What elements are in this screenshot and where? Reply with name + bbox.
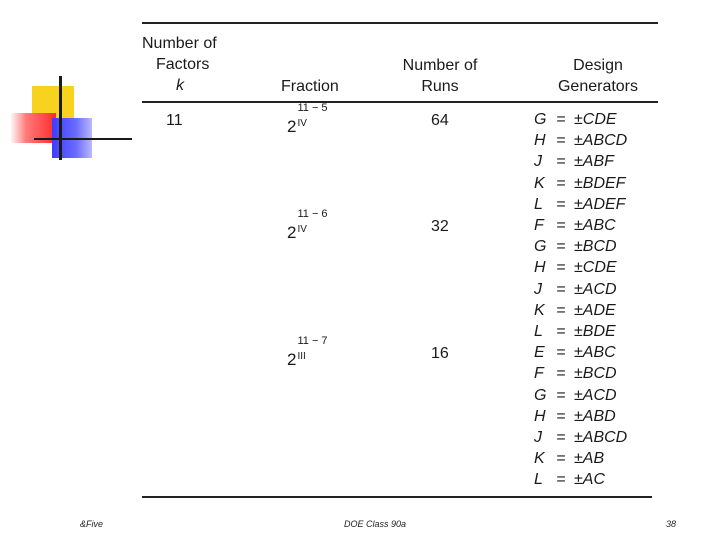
generator-expression: CDE [582,111,617,128]
generator-letter: K [534,301,545,319]
header-runs [394,55,486,97]
header-runs-line1: Number of [402,57,478,74]
generator-letter: J [534,429,542,447]
k-value: 11 [166,112,183,129]
generator-equals: = [556,301,566,319]
fraction-row-1 [287,102,330,137]
runs-row-2: 32 [431,218,449,235]
fraction-resolution: IV [297,118,307,129]
generator-letter: L [534,195,543,213]
generator-plus-minus: ± [574,174,583,192]
generator-plus-minus: ± [574,195,583,213]
generator-equals: = [556,429,566,447]
generator-expression: ABD [582,407,616,425]
footer-center: DOE Class 90a [344,519,407,529]
fraction-resolution: III [297,351,306,362]
generator-equals: = [556,471,566,489]
generator-plus-minus: ± [574,365,583,383]
generator-plus-minus: ± [574,132,583,150]
generator-equals: = [556,259,566,277]
generator-expression: ABF [582,153,614,171]
fraction-base: 2 [287,117,297,136]
fraction-exponent: 11 − 6 [297,208,328,220]
header-generators-line2: Generators [557,78,639,95]
generator-equals: = [556,407,566,425]
generator-row [534,173,627,194]
generator-row [534,469,627,490]
generator-expression: ACD [582,386,617,404]
generators-list [534,109,627,491]
generator-row [534,215,627,236]
generator-row [534,194,627,215]
generator-expression: BDE [582,323,616,341]
decor-horizontal-line [34,138,132,140]
generator-equals: = [556,386,566,404]
generator-row [534,321,627,342]
fraction-resolution: IV [297,224,307,235]
generator-expression: ABC [582,217,616,235]
header-factors-symbol: k [176,77,184,94]
generator-letter: L [534,323,543,341]
generator-expression: ACD [582,280,617,298]
generator-equals: = [556,323,566,341]
generator-row [534,448,627,469]
generator-equals: = [556,174,566,192]
generator-plus-minus: ± [574,301,583,319]
page-number: 38 [666,519,677,529]
generator-equals: = [556,280,566,298]
generator-row [534,130,627,151]
generator-equals: = [556,195,566,213]
generator-plus-minus: ± [574,111,583,128]
fraction-base: 2 [287,223,297,242]
generator-row [534,257,627,278]
runs-row-1: 64 [431,112,449,129]
generator-letter: G [534,238,547,256]
header-factors-line2: Factors [156,56,210,73]
generator-equals: = [556,344,566,362]
generator-row [534,385,627,406]
generator-letter: K [534,174,545,192]
table-bottom-rule [142,496,652,498]
generator-row [534,363,627,384]
generator-expression: ADEF [582,195,626,213]
generator-equals: = [556,365,566,383]
fraction-row-3 [287,335,330,370]
generator-plus-minus: ± [574,153,583,171]
generator-equals: = [556,111,566,128]
header-generators-line1: Design [573,57,623,74]
generator-letter: H [534,132,546,150]
header-factors [142,33,217,96]
generator-plus-minus: ± [574,323,583,341]
generator-expression: AC [582,471,606,489]
generator-letter: J [534,153,542,171]
generator-expression: ABCD [582,429,628,447]
generator-expression: BDEF [582,174,626,192]
runs-row-3: 16 [431,345,449,362]
generator-plus-minus: ± [574,344,583,362]
generator-row [534,279,627,300]
generator-expression: ADE [582,301,616,319]
generator-letter: G [534,111,547,128]
generator-letter: H [534,407,546,425]
fraction-exponent: 11 − 7 [297,335,328,347]
table-header-rule [142,101,658,103]
generator-plus-minus: ± [574,450,583,468]
generator-row [534,427,627,448]
generator-letter: F [534,217,544,235]
generator-equals: = [556,132,566,150]
footer-left: &Five [80,519,104,529]
generator-plus-minus: ± [574,386,583,404]
generator-equals: = [556,217,566,235]
fraction-row-2 [287,208,330,243]
generator-row [534,236,627,257]
generator-expression: AB [582,450,605,468]
generator-row [534,406,627,427]
generator-letter: K [534,450,545,468]
generator-expression: ABCD [582,132,628,150]
generator-plus-minus: ± [574,407,583,425]
generator-letter: F [534,365,544,383]
generator-letter: H [534,259,546,277]
generator-plus-minus: ± [574,217,583,235]
generator-plus-minus: ± [574,238,583,256]
generator-plus-minus: ± [574,280,583,298]
generator-row [534,300,627,321]
generator-expression: ABC [582,344,616,362]
fraction-exponent: 11 − 5 [297,102,328,114]
generator-letter: E [534,344,545,362]
generator-row [534,342,627,363]
generator-row [534,151,627,172]
generator-equals: = [556,450,566,468]
generator-expression: BCD [582,365,617,383]
generator-letter: J [534,280,542,298]
generator-expression: CDE [582,259,617,277]
header-runs-line2: Runs [421,78,459,95]
header-factors-line1: Number of [142,35,217,52]
generator-plus-minus: ± [574,471,583,489]
decor-vertical-line [59,76,62,160]
generator-letter: G [534,386,547,404]
generator-equals: = [556,238,566,256]
generator-equals: = [556,153,566,171]
generator-row [534,109,627,130]
generator-letter: L [534,471,543,489]
fraction-base: 2 [287,350,297,369]
generator-expression: BCD [582,238,617,256]
table-top-rule [142,22,658,24]
header-fraction: Fraction [281,78,339,95]
header-generators [552,55,644,97]
generator-plus-minus: ± [574,259,583,277]
generator-plus-minus: ± [574,429,583,447]
